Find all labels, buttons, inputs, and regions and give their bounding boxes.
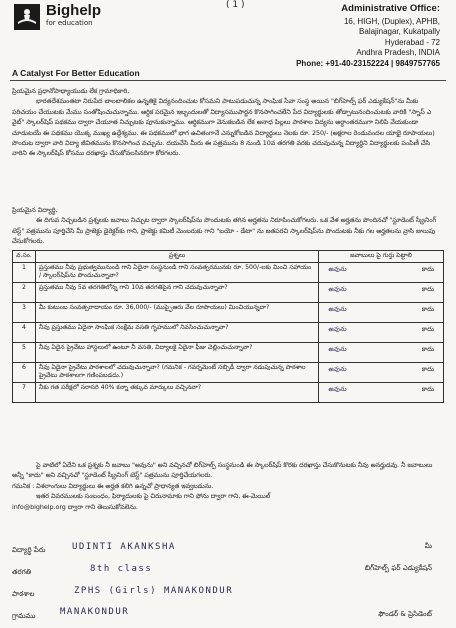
paragraph-instructions: ఈ దిగువ నిచ్చబడిన ప్రశ్నలకు జవాబు నిచ్చుట ద్వారా స్కాలర్‌షిప్‌ను పొందుటకు తగిన అర్హతను నిరూపించుకోగలరు. ఒక వేళ అర్హతను పొందినచో "స్టూడెంట్ స్క్రీనింగ్ టెస్ట్" పత్రమును పూర్తిచేసి మీ ప్రాజెక్టు డైరెక్టర్‌కు గాని, ప్రాజెక్టు కమిటీ మెంబరుకు గాని "బయో - డేటా" ను జతపరచి స్కాలర్‌షిప్‌ను పొందుటకు నీకు గల అర్హతలను వ్రాసి జులుపు చేసుకోగలరు. [12, 216, 437, 246]
table-row [13, 323, 444, 343]
header-divider [10, 80, 446, 81]
school-value[interactable]: ZPHS (Girls) MANAKONDUR [74, 586, 234, 596]
table-row [13, 283, 444, 303]
class-label: తరగతి [12, 568, 32, 576]
question-text: నీవు ప్రస్తుతము ఏదైనా సాంఘిక సంక్షేమ వసతి గృహములో నివసించుచున్నావా? [36, 323, 319, 343]
tagline: A Catalyst For Better Education [12, 68, 140, 78]
answer-yes-option[interactable]: అవును [328, 345, 347, 353]
student-name-value[interactable]: UDINTI AKANKSHA [72, 542, 176, 552]
paragraph-intro: భారతదేశమంతటా నిరుపేద బాలబాలికల ఉన్నతికై విద్యనందించుట కోసమని పాటుపడుచున్న సాంఘిక సేవా సంస్థ అయిన "బిగ్‌హెల్ప్ ఫర్ ఎడ్యుకేషన్"ను మీకు పరిచయం చేయుటకు మేము సంతోషించుచున్నాము. ఆర్థిక పరమైన ఇబ్బందులతో విద్యాసముపార్జన కొనసాగించలేని పేద విద్యార్థులకు తోడ్పాటునందించుటకు వారికి "స్నాప్ ఎ వైట్" స్కాలర్‌షిప్ పథకము ద్వారా చేయూత నిచ్చుటకు పూనుకున్నాము. ఆర్థికముగా వెనుకబడిన లేక అనాధ పిల్లలు పాఠశాల విద్యను అర్ధాంతరముగా నిలిపి వేయకుండా చూడుటయే ఈ పథకము యొక్క ముఖ్య ఉద్దేశ్యము. ఈ పథకములో భాగ ఉచితంగానే ఎన్నుకోబడిన విద్యార్థులు నెలకు రూ. 250/- (అక్షరాల రెండువందల యాభై రూపాయలు) పొందుట ద్వారా వారి విద్యా జీవితమును కొనసాగించ వచ్చును. దయచేసి మీరు ఈ పత్రమును 8 నుండి 10వ తరగతి వరకు చదువుచున్న విద్యార్థిని విద్యార్థులకు పంపిణీ చేసి వారిని ఈ స్కాలర్‌షిప్ కోసము దరఖాస్తు చేసుకోవలసినదిగా కోరగలరు. [12, 97, 435, 158]
signature-salutation: మీ [424, 542, 432, 550]
page-number: ( 1 ) [226, 0, 245, 10]
answer-yes-option[interactable]: అవును [328, 285, 347, 293]
eligibility-note: పై వాటిలో ఏదేని ఒక ప్రశ్నకు నీ జవాబు "అవును" అని వచ్చినచో బిగ్‌హెల్ప్ సంస్థనుండి ఈ స్కాలర్‌షిప్ కొరకు దరఖాస్తు చేసుకొనుటకు నీవు అనర్హుడవు. నీ జవాబులు అన్నీ "కాదు" అని వచ్చినచో "స్టూడెంట్ స్క్రీనింగ్ టెస్ట్" పత్రమును పూర్తిచేయగలరు. [12, 461, 433, 480]
answer-yes-option[interactable]: అవును [328, 325, 347, 333]
contact-note: ఇతర వివరములకు సంబంధం, ఫిర్యాదులకు పై చిరునామాకు గాని ఫోను ద్వారా గాని, ఈ-మెయిల్ [36, 492, 271, 501]
school-label: పాఠశాల [12, 590, 35, 598]
class-field [12, 568, 68, 578]
salutation-teacher: ప్రియమైన ప్రధానోపాధ్యాయుడు లేక గ్రామాధికారి, [12, 87, 130, 95]
letter-body-student [12, 205, 444, 247]
answer-yes-option[interactable]: అవును [328, 365, 347, 373]
question-number: 6 [13, 363, 36, 383]
question-text: ప్రస్తుతము నీవు ప్రభుత్వమునుండి గాని ఏదైనా సంస్థనుండి గాని సంవత్సరమునకు రూ. 500/-లకు మించి సహాయం / స్కాలర్‌షిప్‌ను పొందుచున్నావా? [36, 263, 319, 283]
answer-cell[interactable] [319, 283, 444, 303]
signature-title: ఫౌండర్ & ప్రెసిడెంట్ [378, 610, 432, 618]
answer-yes-option[interactable]: అవును [328, 385, 347, 393]
phone-number: Phone: +91-40-23152224 | 9849757765 [296, 58, 440, 68]
answer-cell[interactable] [319, 383, 444, 403]
table-row [13, 383, 444, 403]
village-value[interactable]: MANAKONDUR [60, 607, 130, 617]
question-number: 2 [13, 283, 36, 303]
answer-cell[interactable] [319, 303, 444, 323]
letter-body-teacher [12, 86, 444, 159]
question-text: మీ కుటుంబ సంవత్సరాదాయం రూ. 36,000/- (ముప్ఫైఆరు వేల రూపాయలు) మించియున్నదా? [36, 303, 319, 323]
admin-title: Administrative Office: [341, 3, 440, 14]
answer-no-option[interactable]: కాదు [421, 305, 434, 313]
answer-no-option[interactable]: కాదు [421, 285, 434, 293]
question-text: ప్రస్తుతము నీవు 5వ తరగతిలోన్న గాని 10వ తరగతిపైన గాని చదువుచున్నావా? [36, 283, 319, 303]
table-row [13, 343, 444, 363]
address-line: Balajinagar, Kukatpally [359, 27, 440, 36]
answer-no-option[interactable]: కాదు [421, 345, 434, 353]
table-row [13, 363, 444, 383]
question-text: నీవు ఏదైనా ప్రైవేటు పాఠశాలలో చదువుచున్నావా? (గమనిక - గవర్నమెంట్ సబ్సిడీ ద్వారా నడుపుచున్న పాఠశాల ప్రైవేటు పాఠశాలగా గణింపబడదు.) [36, 363, 319, 383]
question-text: నీకు గత పరీక్షలో సరాసరి 40% కన్నా తక్కువ మార్కులు వచ్చినవా? [36, 383, 319, 403]
eligibility-questions-table [12, 250, 444, 403]
student-name-label: విద్యార్థి పేరు [12, 546, 46, 554]
class-value[interactable]: 8th class [90, 564, 153, 574]
column-header-number: వ.సం. [13, 251, 36, 263]
answer-cell[interactable] [319, 343, 444, 363]
question-number: 5 [13, 343, 36, 363]
signature-organisation: బిగ్‌హెల్ప్ ఫర్ ఎడ్యుకేషన్ [364, 564, 432, 572]
village-label: గ్రామము [12, 612, 36, 620]
address-line: Hyderabad - 72 [384, 37, 440, 47]
question-number: 1 [13, 263, 36, 283]
notes-section [12, 460, 444, 512]
answer-no-option[interactable]: కాదు [421, 365, 434, 373]
answer-no-option[interactable]: కాదు [421, 265, 434, 273]
column-header-questions: ప్రశ్నలు [36, 251, 319, 263]
question-number: 3 [13, 303, 36, 323]
question-number: 4 [13, 323, 36, 343]
administrative-office-address [240, 4, 440, 69]
student-name-field [12, 546, 68, 556]
question-text: నీవు ఏదైన ప్రైవేటు హాస్టలులో ఉంటూ నీ వసతి, విద్యాలకై ఏదైనా ఫీజు చెల్లించుచున్నావా? [36, 343, 319, 363]
column-header-answers: జవాబులు పై గుర్తు పెట్టాలి [319, 251, 444, 263]
table-row [13, 263, 444, 283]
disability-note: గమనిక : విశలాంగులు విద్యార్థులు ఈ అర్హత కలిగి ఉన్నచో ప్రాధాన్యత ఇవ్వబడును. [12, 481, 214, 490]
brand-name: Bighelp [46, 2, 101, 19]
answer-no-option[interactable]: కాదు [421, 385, 434, 393]
address-line: 16, HIGH, (Duplex), APHB, [343, 16, 440, 26]
salutation-student: ప్రియమైన విద్యార్థి, [12, 206, 58, 214]
answer-cell[interactable] [319, 363, 444, 383]
table-row [13, 303, 444, 323]
answer-cell[interactable] [319, 263, 444, 283]
school-field [12, 590, 68, 600]
answer-yes-option[interactable]: అవును [328, 305, 347, 313]
answer-cell[interactable] [319, 323, 444, 343]
email-line: info@bighelp.org ద్వారా గాని తెలుసుకోవలెను. [12, 502, 138, 511]
address-line: Andhra Pradesh, INDIA [356, 48, 440, 57]
question-number: 7 [13, 383, 36, 403]
answer-yes-option[interactable]: అవును [328, 265, 347, 273]
brand-subtitle: for education [46, 19, 93, 27]
bighelp-logo-icon [14, 4, 40, 30]
answer-no-option[interactable]: కాదు [421, 325, 434, 333]
